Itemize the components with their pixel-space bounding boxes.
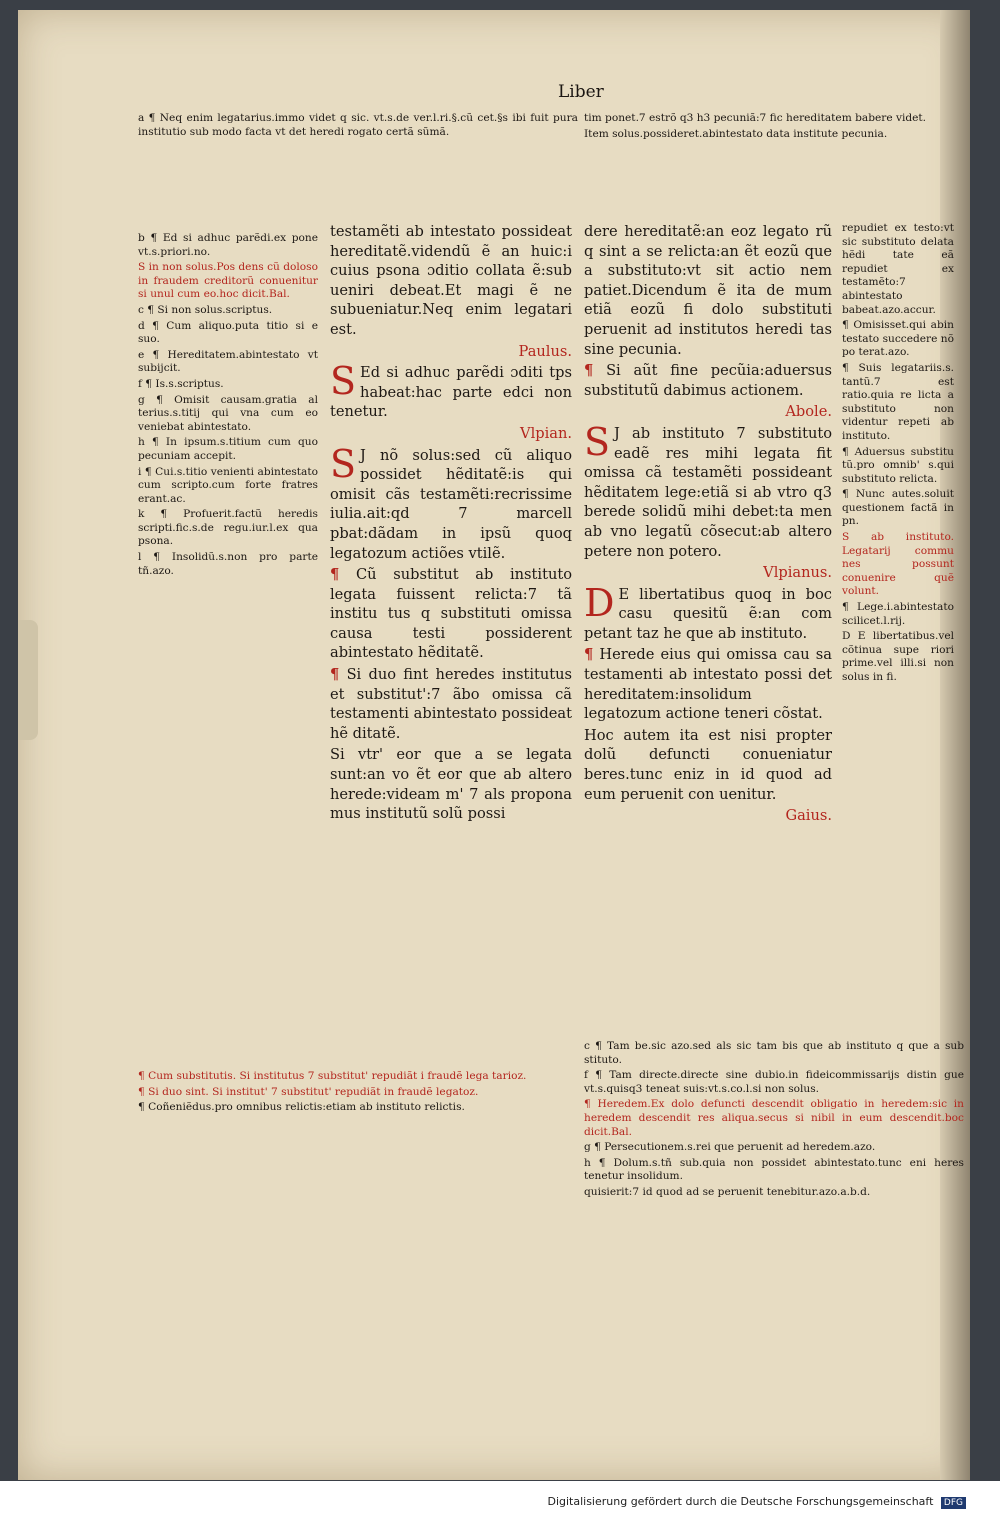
- gloss-paragraph: l ¶ Insolidũ.s.non pro parte tñ.azo.: [138, 551, 318, 577]
- dfg-logo: DFG: [941, 1497, 966, 1509]
- gloss-paragraph: ¶ Coñeniẽdus.pro omnibus relictis:etiam ab instituto relictis.: [138, 1101, 465, 1114]
- gloss-paragraph: Item solus.possideret.abintestato data institute pecunia.: [584, 127, 888, 140]
- gloss-paragraph: i ¶ Cui.s.titio venienti abintestato cum scripto.cum forte fratres erant.ac.: [138, 465, 318, 505]
- gloss-paragraph: c ¶ Si non solus.scriptus.: [138, 303, 273, 316]
- gloss-paragraph: ¶ Si duo sint. Si institut' 7 substitut' repudiãt in fraudẽ legatoz.: [138, 1085, 479, 1098]
- gloss-paragraph: repudiet ex testo:vt sic substituto delata hẽdi tate eã repudiet ex testamẽto:7 abintestato babeat.azo.accur.: [842, 222, 954, 316]
- book-page: [18, 10, 970, 1480]
- left-gloss-column-narrow: [138, 232, 318, 1072]
- rubric-heading: Paulus.: [518, 342, 572, 360]
- gloss-paragraph: e ¶ Hereditatem.abintestato vt subijcit.: [138, 348, 318, 375]
- pilcrow-icon: ¶: [584, 646, 594, 664]
- text-paragraph: [584, 361, 832, 400]
- text-paragraph: Hoc autem ita est nisi propter dolũ defuncti conueniatur beres.tunc eniz in id quod ad eum peruenit con uenitur.: [584, 726, 832, 803]
- left-gloss-column: [138, 112, 578, 227]
- pilcrow-icon: ¶: [330, 666, 340, 684]
- bottom-gloss-right: [584, 1040, 964, 1330]
- gloss-paragraph: quisierit:7 id quod ad se peruenit tenebitur.azo.a.b.d.: [584, 1185, 871, 1198]
- gloss-paragraph: g ¶ Omisit causam.gratia al terius.s.titij qui vna cum eo veniebat abintestato.: [138, 393, 318, 433]
- gloss-paragraph: ¶ Nunc autes.soluit questionem factã in pn.: [842, 488, 954, 528]
- right-gloss-column: [842, 222, 954, 1052]
- gloss-paragraph: ¶ Heredem.Ex dolo defuncti descendit obligatio in heredem:sic in heredem descendit res aliqua.secus si nibil in eum descendit.boc dicit.Bal.: [584, 1098, 964, 1138]
- gloss-paragraph: f ¶ Tam directe.directe sine dubio.in fideicommissarijs distin gue vt.s.quisq3 teneat suis:vt.s.co.l.si non solus.: [584, 1069, 964, 1095]
- drop-capital: S: [330, 441, 357, 486]
- text-span: Ed si adhuc parẽdi ɔditi tps habeat:hac parte edci non tenetur.: [330, 364, 572, 421]
- pilcrow-icon: ¶: [330, 566, 340, 584]
- text-paragraph: [584, 419, 832, 561]
- text-paragraph: [330, 565, 572, 663]
- text-span: Herede eius qui omissa cau sa testamenti ab intestato possi det hereditatem:insolidum legatozum actione teneri cõstat.: [584, 646, 833, 723]
- main-text-column-b: [584, 222, 832, 1042]
- drop-capital: S: [584, 419, 611, 464]
- page-clip: [18, 620, 38, 740]
- footer-strip: [0, 1481, 1000, 1517]
- rubric-heading: Abole.: [785, 403, 832, 421]
- text-span: J nõ solus:sed cũ aliquo possidet hẽditatẽ:is qui omisit cãs testamẽti:recrissime iulia.ait:qd 7 marcell pbat:dãdam in ipsũ quoq legatozum actiões vtilẽ.: [330, 446, 572, 562]
- gloss-paragraph: ¶ Omisisset.qui abin testato succedere nõ po terat.azo.: [842, 319, 954, 359]
- text-paragraph: [330, 441, 572, 564]
- main-text-column-a: [330, 222, 572, 1052]
- text-paragraph: [584, 580, 832, 644]
- bottom-gloss-left: [138, 1070, 578, 1315]
- gloss-paragraph: ¶ Aduersus substitu tũ.pro omnib' s.qui substituto relicta.: [842, 445, 954, 485]
- rubric-heading: Vlpian.: [520, 424, 572, 442]
- text-span: Cũ substitut ab instituto legata fuissent relicta:7 tã institu tus q substituti omissa causa testi possiderent abintestato hẽditatẽ.: [330, 566, 572, 662]
- drop-capital: S: [330, 359, 357, 404]
- gloss-paragraph: D E libertatibus.vel cõtinua supe riori prime.vel illi.si non solus in fi.: [842, 630, 954, 683]
- gloss-paragraph: ¶ Suis legatariis.s. tantũ.7 est ratio.quia re licta a substituto non videntur repeti ab instituto.: [842, 361, 954, 442]
- gloss-paragraph: S in non solus.Pos dens cũ doloso in fraudem creditorũ conuenitur si unul cum eo.hoc dicit.Bal.: [138, 261, 318, 301]
- text-span: Si aũt fine pecũia:aduersus substitutũ dabimus actionem.: [584, 362, 832, 399]
- text-paragraph: [584, 645, 832, 723]
- text-paragraph: Si vtr' eor que a se legata sunt:an vo ẽt eor que ab altero herede:videam m' 7 als propona mus institutũ solũ possi: [330, 746, 572, 823]
- gloss-paragraph: k ¶ Profuerit.factũ heredis scripti.fic.s.de regu.iur.l.ex qua psona.: [138, 508, 318, 548]
- right-gloss-top: [584, 112, 964, 217]
- gloss-paragraph: f ¶ Is.s.scriptus.: [138, 377, 224, 390]
- text-span: Si duo fint heredes institutus et substitut':7 ãbo omissa cã testamenti abintestato possideat hẽ ditatẽ.: [330, 666, 573, 742]
- text-paragraph: dere hereditatẽ:an eoz legato rũ q sint a se relicta:an ẽt eozũ que a substituto:vt sit actio nem patiet.Dicendum ẽ ita de mum etiã eozũ fi dolo substituti peruenit ad institutos heredi tas sine pecunia.: [584, 223, 832, 358]
- gloss-paragraph: S ab instituto. Legatarij commu nes possunt conuenire quẽ volunt.: [842, 531, 954, 598]
- gloss-paragraph: h ¶ In ipsum.s.titium cum quo pecuniam accepit.: [138, 436, 318, 462]
- rubric-heading: Vlpianus.: [763, 564, 832, 582]
- text-span: E libertatibus quoq in boc casu quesitũ ẽ:an com petant taz he que ab instituto.: [584, 585, 832, 642]
- gloss-paragraph: ¶ Cum substitutis. Si institutus 7 substitut' repudiãt i fraudẽ lega tarioz.: [138, 1070, 527, 1082]
- gloss-paragraph: tim ponet.7 estrõ q3 h3 pecuniã:7 fic hereditatem babere videt.: [584, 112, 927, 124]
- gloss-paragraph: g ¶ Persecutionem.s.rei que peruenit ad heredem.azo.: [584, 1141, 876, 1154]
- drop-capital: D: [584, 580, 615, 625]
- text-paragraph: testamẽti ab intestato possideat hereditatẽ.videndũ ẽ an huic:i cuius psona ɔditio collata ẽ:sub ueniri debeat.Et magi ẽ ne subueniatur.Neq enim legatari est.: [330, 223, 572, 338]
- rubric-heading: Gaius.: [785, 807, 832, 825]
- gloss-paragraph: d ¶ Cum aliquo.puta titio si e suo.: [138, 319, 318, 346]
- gloss-paragraph: c ¶ Tam be.sic azo.sed als sic tam bis que ab instituto q que a sub stituto.: [584, 1040, 964, 1066]
- gloss-paragraph: a ¶ Neq enim legatarius.immo videt q sic. vt.s.de ver.l.ri.§.cũ cet.§s ibi fuit pura institutio sub modo facta vt det heredi rogato certã sũmã.: [138, 112, 578, 138]
- pilcrow-icon: ¶: [584, 362, 594, 380]
- gloss-paragraph: h ¶ Dolum.s.tñ sub.quia non possidet abintestato.tunc eni heres tenetur insolidum.: [584, 1156, 964, 1183]
- text-paragraph: [330, 359, 572, 422]
- text-paragraph: [330, 665, 572, 743]
- notice-text: Digitalisierung gefördert durch die Deutsche Forschungsgemeinschaft: [547, 1495, 934, 1508]
- digitization-notice: [547, 1495, 966, 1509]
- gloss-paragraph: b ¶ Ed si adhuc parẽdi.ex pone vt.s.priori.no.: [138, 232, 318, 258]
- text-span: J ab instituto 7 substituto eadẽ res mihi legata fit omissa cã testamẽti possideant hẽditatem lege:etiã si ab vtro q3 berede solidũ mihi debet:ta men ab vno legatũ cõsecut:ab altero petere non potero.: [584, 424, 832, 560]
- page-title: Liber: [558, 82, 604, 102]
- gloss-paragraph: ¶ Lege.i.abintestato scilicet.l.rij.: [842, 601, 954, 627]
